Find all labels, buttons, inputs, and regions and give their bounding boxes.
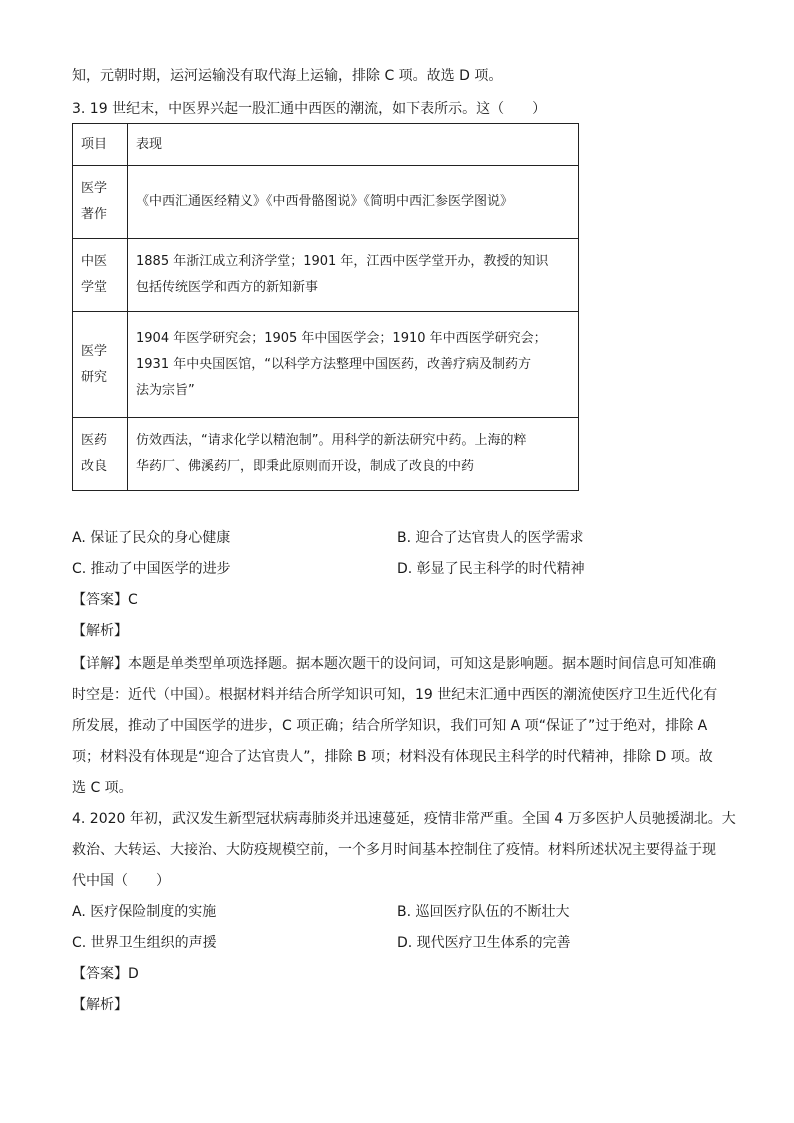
- q3-detail-line: 【详解】本题是单类型单项选择题。据本题次题干的设问词，可知这是影响题。据本题时间信息可知准确: [72, 656, 716, 672]
- q4-stem-line: 4. 2020 年初，武汉发生新型冠状病毒肺炎并迅速蔓延，疫情非常严重。全国 4 万多医护人员驰援湖北。大: [72, 811, 736, 827]
- q4-option-c: C. 世界卫生组织的声援: [72, 935, 217, 951]
- q4-analysis-label: 【解析】: [72, 997, 128, 1013]
- q3-option-d: D. 彰显了民主科学的时代精神: [397, 561, 585, 577]
- row-text-cell: 1904 年医学研究会；1905 年中国医学会；1910 年中西医学研究会； 1931 年中央国医馆，“以科学方法整理中国医药，改善疗病及制药方 法为宗旨”: [128, 312, 579, 418]
- row-item-cell: 中医 学堂: [73, 239, 128, 312]
- q4-option-b: B. 巡回医疗队伍的不断壮大: [397, 904, 570, 920]
- intro-line: 知，元朝时期，运河运输没有取代海上运输，排除 C 项。故选 D 项。: [72, 68, 503, 84]
- q4-stem-line: 救治、大转运、大接治、大防疫规模空前，一个多月时间基本控制住了疫情。材料所述状况主要得益于现: [72, 842, 716, 858]
- table-row: [73, 312, 579, 418]
- row-item-cell: 医药 改良: [73, 418, 128, 491]
- material-table: [72, 123, 579, 491]
- q3-detail-line: 时空是：近代（中国）。根据材料并结合所学知识可知，19 世纪末汇通中西医的潮流使医疗卫生近代化有: [72, 687, 718, 703]
- header-item-cell: 项目: [73, 124, 128, 166]
- table-row: [73, 418, 579, 491]
- q4-option-a: A. 医疗保险制度的实施: [72, 904, 217, 920]
- q3-answer: 【答案】C: [72, 592, 138, 608]
- q3-option-a: A. 保证了民众的身心健康: [72, 530, 231, 546]
- q3-detail-line: 所发展，推动了中国医学的进步，C 项正确；结合所学知识，我们可知 A 项“保证了”过于绝对，排除 A: [72, 718, 708, 734]
- q3-detail-line: 选 C 项。: [72, 780, 133, 796]
- table-row: [73, 239, 579, 312]
- q3-option-b: B. 迎合了达官贵人的医学需求: [397, 530, 584, 546]
- header-text-cell: 表现: [128, 124, 579, 166]
- question-3-stem: 3. 19 世纪末，中医界兴起一股汇通中西医的潮流，如下表所示。这（ ）: [72, 101, 547, 117]
- q3-option-c: C. 推动了中国医学的进步: [72, 561, 231, 577]
- row-text-cell: 1885 年浙江成立利济学堂；1901 年，江西中医学堂开办，教授的知识 包括传统医学和西方的新知新事: [128, 239, 579, 312]
- table-row: [73, 166, 579, 239]
- q4-answer: 【答案】D: [72, 966, 139, 982]
- table-header-row: [73, 124, 579, 166]
- row-item-cell: 医学 研究: [73, 312, 128, 418]
- q3-detail-line: 项；材料没有体现是“迎合了达官贵人”，排除 B 项；材料没有体现民主科学的时代精神，排除 D 项。故: [72, 749, 713, 765]
- q3-analysis-label: 【解析】: [72, 623, 128, 639]
- row-text-cell: 《中西汇通医经精义》《中西骨骼图说》《简明中西汇参医学图说》: [128, 166, 579, 239]
- row-item-cell: 医学 著作: [73, 166, 128, 239]
- q4-option-d: D. 现代医疗卫生体系的完善: [397, 935, 571, 951]
- q4-stem-line: 代中国（ ）: [72, 873, 170, 889]
- row-text-cell: 仿效西法，“请求化学以精泡制”。用科学的新法研究中药。上海的粹 华药厂、佛溪药厂，即秉此原则而开设，制成了改良的中药: [128, 418, 579, 491]
